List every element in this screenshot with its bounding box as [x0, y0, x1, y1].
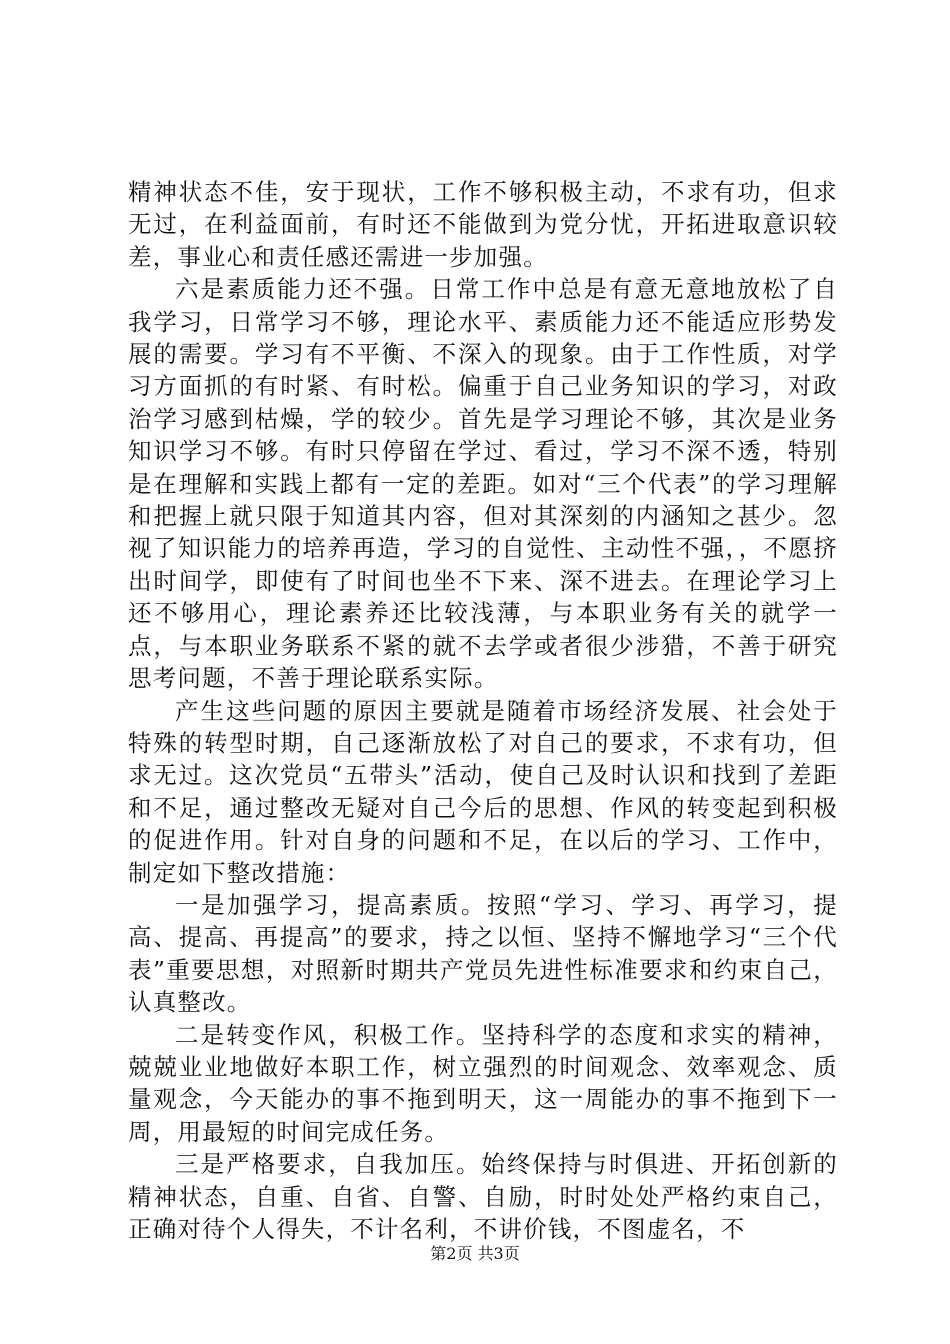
document-body [128, 176, 838, 1245]
paragraph-4: 一是加强学习，提高素质。按照“学习、学习、再学习，提高、提高、再提高”的要求，持之以恒、坚持不懈地学习“三个代表”重要思想，对照新时期共产党员先进性标准要求和约束自己，认真整改。 [128, 890, 838, 1017]
paragraph-2: 六是素质能力还不强。日常工作中总是有意无意地放松了自我学习，日常学习不够，理论水平、素质能力还不能适应形势发展的需要。学习有不平衡、不深入的现象。由于工作性质，对学习方面抓的有时紧、有时松。偏重于自己业务知识的学习，对政治学习感到枯燥，学的较少。首先是学习理论不够，其次是业务知识学习不够。有时只停留在学过、看过，学习不深不透，特别是在理解和实践上都有一定的差距。如对“三个代表”的学习理解和把握上就只限于知道其内容，但对其深刻的内涵知之甚少。忽视了知识能力的培养再造，学习的自觉性、主动性不强，，不愿挤出时间学，即使有了时间也坐不下来、深不进去。在理论学习上还不够用心，理论素养还比较浅薄，与本职业务有关的就学一点，与本职业务联系不紧的就不去学或者很少涉猎，不善于研究思考问题，不善于理论联系实际。 [128, 275, 838, 693]
paragraph-6: 三是严格要求，自我加压。始终保持与时俱进、开拓创新的精神状态，自重、自省、自警、自励，时时处处严格约束自己，正确对待个人得失，不计名利，不讲价钱，不图虚名，不 [128, 1150, 838, 1243]
page-footer: 第2页 共3页 [430, 1244, 520, 1263]
paragraph-1: 精神状态不佳，安于现状，工作不够积极主动，不求有功，但求无过，在利益面前，有时还不能做到为党分忧，开拓进取意识较差，事业心和责任感还需进一步加强。 [128, 178, 838, 271]
paragraph-3: 产生这些问题的原因主要就是随着市场经济发展、社会处于特殊的转型时期，自己逐渐放松了对自己的要求，不求有功，但求无过。这次党员“五带头”活动，使自己及时认识和找到了差距和不足，通过整改无疑对自己今后的思想、作风的转变起到积极的促进作用。针对自身的问题和不足，在以后的学习、工作中，制定如下整改措施： [128, 696, 838, 887]
paragraph-5: 二是转变作风，积极工作。坚持科学的态度和求实的精神，兢兢业业地做好本职工作，树立强烈的时间观念、效率观念、质量观念，今天能办的事不拖到明天，这一周能办的事不拖到下一周，用最短的时间完成任务。 [128, 1020, 838, 1146]
